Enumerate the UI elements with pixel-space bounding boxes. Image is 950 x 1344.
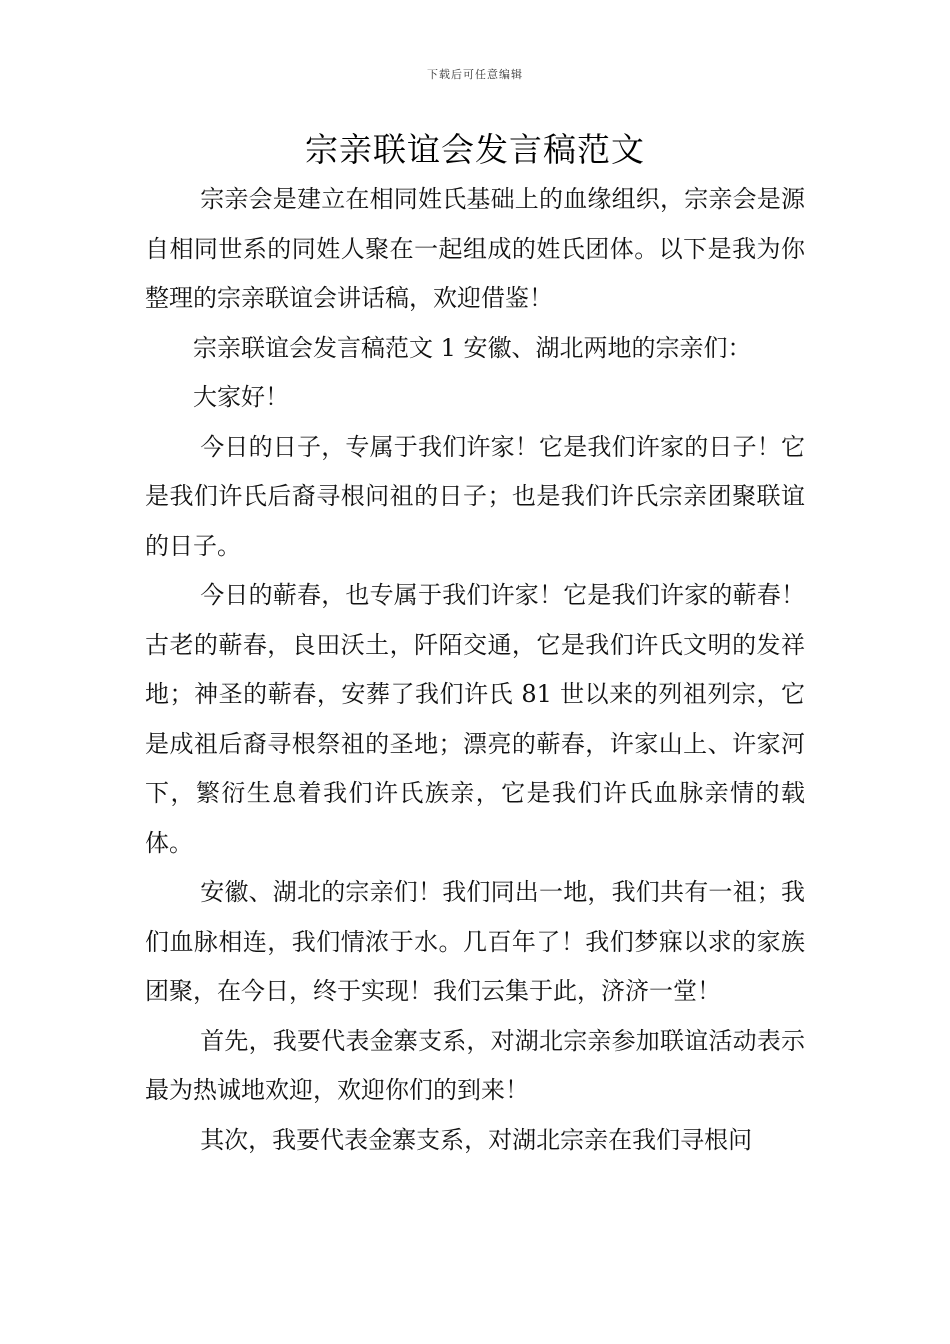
- paragraph-intro: 宗亲会是建立在相同姓氏基础上的血缘组织，宗亲会是源自相同世系的同姓人聚在一起组成的姓氏团体。以下是我为你整理的宗亲联谊会讲话稿，欢迎借鉴！: [145, 185, 805, 312]
- paragraph-qichun: 今日的蕲春，也专属于我们许家！它是我们许家的蕲春！古老的蕲春，良田沃土，阡陌交通，它是我们许氏文明的发祥地；神圣的蕲春，安葬了我们许氏 81 世以来的列祖列宗，它是成祖后裔寻根祭祖的圣地；漂亮的蕲春，许家山上、许家河下，繁衍生息着我们许氏族亲，它是我们许氏血脉亲情的载体。: [145, 581, 805, 857]
- paragraph-first: 首先，我要代表金寨支系，对湖北宗亲参加联谊活动表示最为热诚地欢迎，欢迎你们的到来！: [145, 1026, 805, 1104]
- paragraph-kinsmen: 安徽、湖北的宗亲们！我们同出一地，我们共有一祖；我们血脉相连，我们情浓于水。几百年了！我们梦寐以求的家族团聚，在今日，终于实现！我们云集于此，济济一堂！: [145, 878, 805, 1005]
- paragraph-greeting: 大家好！: [193, 383, 289, 411]
- paragraph-today: 今日的日子，专属于我们许家！它是我们许家的日子！它是我们许氏后裔寻根问祖的日子；也是我们许氏宗亲团聚联谊的日子。: [145, 432, 805, 560]
- header-note: 下载后可任意编辑: [427, 68, 523, 81]
- paragraph-second: 其次，我要代表金寨支系，对湖北宗亲在我们寻根问: [200, 1125, 753, 1154]
- document-title: 宗亲联谊会发言稿范文: [305, 130, 645, 169]
- paragraph-salutation: 宗亲联谊会发言稿范文 1 安徽、湖北两地的宗亲们：: [193, 333, 752, 362]
- document-body: [145, 175, 805, 1165]
